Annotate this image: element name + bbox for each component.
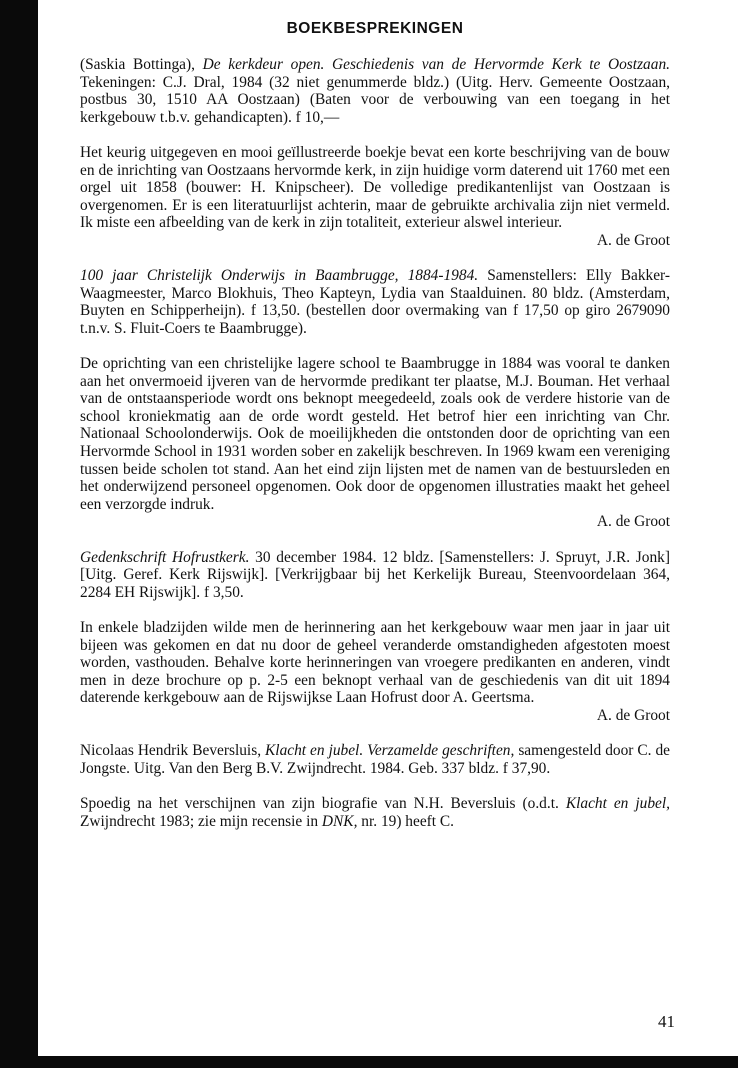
review-4-body-text-3: nr. 19) heeft C.	[361, 812, 455, 830]
review-4-body-text-1: Spoedig na het verschijnen van zijn biografie van N.H. Beversluis (o.d.t.	[80, 794, 559, 812]
review-2-body: De oprichting van een christelijke lagere school te Baambrugge in 1884 was vooral te danken aan het onvermoeid ijveren van de hervormde predikant ter plaatse, M.J. Bouman. Het verhaal van de ontstaansperiode wordt ons beknopt meegedeeld, zoals ook de verdere historie van de school kroniekmatig aan de orde wordt gesteld. Het betrof hier een inrichting van Chr. Nationaal Schoolonderwijs. Ook de moeilijkheden die ontstonden door de oprichting van een Hervormde School in 1931 worden sober en zakelijk beschreven. In 1969 kwam een vereniging tussen beide scholen tot stand. Aan het eind zijn lijsten met de namen van de bestuursleden en het onderwijzend personeel opgenomen. Ook door de opgenomen illustraties maakt het geheel een verzorgde indruk.	[80, 355, 670, 513]
review-4-body	[80, 795, 670, 830]
review-4-body-title: Klacht en jubel,	[565, 794, 670, 812]
review-3-title: Gedenkschrift Hofrustkerk.	[80, 548, 250, 566]
page-number: 41	[658, 1012, 675, 1031]
review-2-details: Samenstellers: Elly Bakker-Waagmeester, Marco Blokhuis, Theo Kapteyn, Lydia van Staalduinen. 80 bldz. (Amsterdam, Buyten en Schipperheijn). f 13,50. (bestellen door overmaking van f 17,50 op giro 2679090 t.n.v. S. Fluit-Coers te Baambrugge).	[80, 267, 670, 337]
review-1-author: (Saskia Bottinga),	[80, 56, 195, 73]
review-4-body-text-2: Zwijndrecht 1983; zie mijn recensie in	[80, 812, 319, 830]
review-4-author: Nicolaas Hendrik Beversluis,	[80, 742, 262, 760]
review-1-details: Tekeningen: C.J. Dral, 1984 (32 niet genummerde bldz.) (Uitg. Herv. Gemeente Oostzaan, postbus 30, 1510 AA Oostzaan) (Baten voor de verbouwing van een toegang in het kerkgebouw t.b.v. gehandicapten). f 10,—	[80, 73, 670, 126]
review-1-signature: A. de Groot	[596, 231, 670, 249]
review-3-body: In enkele bladzijden wilde men de herinnering aan het kerkgebouw waar men jaar in jaar uit bijeen was gekomen en dat nu door de geheel veranderde omstandigheden afgestoten moest worden, vasthouden. Behalve korte herinneringen van vroegere predikanten en anderen, vindt men in deze brochure op p. 2-5 een beknopt verhaal van de geschiedenis van dit uit 1894 daterende kerkgebouw aan de Rijswijkse Laan Hofrust door A. Geertsma.	[80, 619, 670, 707]
review-4-details: samengesteld door C. de Jongste. Uitg. Van den Berg B.V. Zwijndrecht. 1984. Geb. 337 bldz. f 37,90.	[80, 742, 671, 777]
scan-edge-bottom	[0, 1056, 738, 1068]
review-4-body-journal: DNK,	[321, 812, 358, 830]
review-3-details: 30 december 1984. 12 bldz. [Samenstellers: J. Spruyt, J.R. Jonk] [Uitg. Geref. Kerk Rijswijk]. [Verkrijgbaar bij het Kerkelijk Bureau, Steenvoordelaan 364, 2284 EH Rijswijk]. f 3,50.	[80, 548, 670, 601]
review-4-title: Klacht en jubel. Verzamelde geschriften,	[265, 742, 515, 760]
review-3-citation	[80, 549, 670, 602]
review-4-citation	[80, 742, 670, 777]
running-header: BOEKBESPREKINGEN	[286, 20, 464, 37]
review-3-signature: A. de Groot	[596, 706, 670, 724]
review-1-body: Het keurig uitgegeven en mooi geïllustreerde boekje bevat een korte beschrijving van de bouw en de inrichting van Oostzaans hervormde kerk, in zijn huidige vorm daterend uit 1760 met een orgel uit 1858 (bouwer: H. Knipscheer). De volledige predikantenlijst van Oostzaan is overgenomen. Er is een literatuurlijst achterin, maar de gebruikte archivalia zijn niet vermeld. Ik miste een afbeelding van de kerk in zijn totaliteit, exterieur alswel interieur.	[80, 143, 670, 232]
page	[80, 20, 670, 830]
scan-edge-left	[0, 0, 38, 1068]
review-2-title: 100 jaar Christelijk Onderwijs in Baambrugge, 1884-1984.	[80, 267, 479, 285]
review-1-title: De kerkdeur open. Geschiedenis van de Hervormde Kerk te Oostzaan.	[202, 56, 670, 73]
review-1-citation	[80, 56, 670, 126]
review-2-signature: A. de Groot	[596, 513, 670, 531]
review-2-citation	[80, 267, 670, 337]
